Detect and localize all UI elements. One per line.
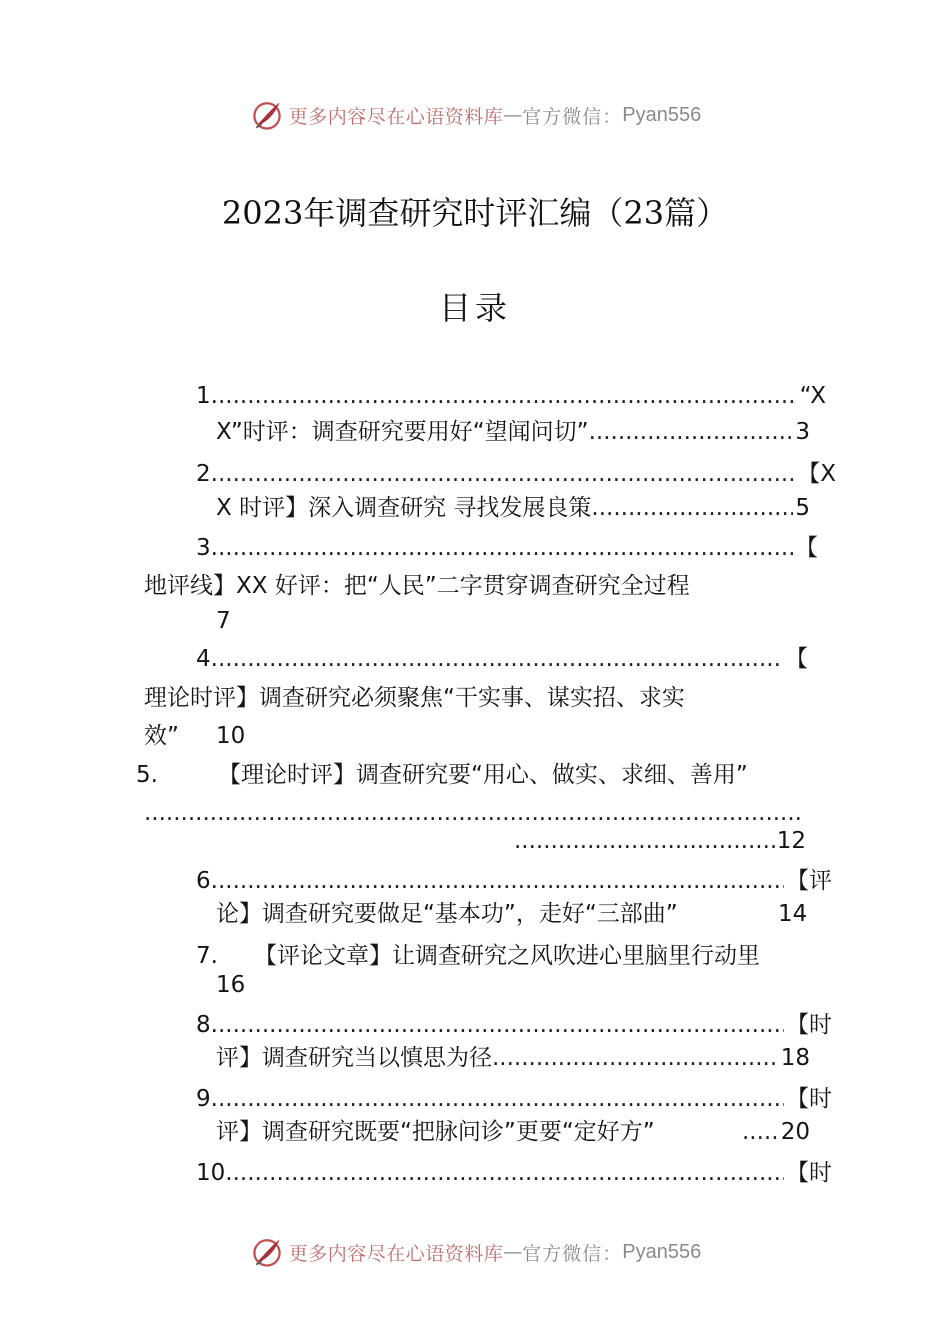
toc-entry-title[interactable]: 地评线】XX 好评：把“人民”二字贯穿调查研究全过程 [144, 573, 690, 599]
toc-leader-dots [218, 1010, 784, 1040]
document-title: 2023年调查研究时评汇编（23篇） [221, 194, 729, 232]
toc-entry-10[interactable] [196, 1158, 832, 1188]
toc-entry-number: 2. [196, 461, 218, 487]
toc-entry-title-cont: 效” [144, 723, 179, 749]
toc-entry-number: 5. [136, 762, 158, 788]
toc-leader-dots [218, 533, 793, 563]
toc-leader-dots [218, 1084, 784, 1114]
watermark-main-text: 更多内容尽在心语资料库 [288, 105, 504, 128]
toc-entry-number: 1. [196, 383, 218, 409]
toc-entry-title: X 时评】深入调查研究 寻找发展良策 [216, 495, 592, 521]
toc-entry-6[interactable] [196, 866, 832, 896]
watermark-header [0, 95, 950, 135]
toc-entry-page: 16 [216, 972, 246, 998]
toc-leader-dots [218, 459, 795, 489]
toc-entry-9[interactable] [196, 1084, 832, 1114]
toc-entry-3[interactable] [196, 533, 818, 563]
toc-entry-number: 3. [196, 535, 218, 561]
watermark-sub-text: 官方微信： [522, 1242, 623, 1265]
toc-entry-2[interactable] [196, 459, 836, 489]
toc-leader-dots [591, 493, 793, 523]
toc-entry-page: 3 [795, 419, 810, 445]
watermark-footer [0, 1232, 950, 1272]
toc-entry-title: 评】调查研究当以慎思为径 [216, 1045, 492, 1071]
watermark-wechat-id: Pyan556 [622, 103, 702, 126]
toc-entry-page: 7 [216, 608, 231, 634]
toc-leader-dots [144, 798, 804, 828]
toc-leader-dots [742, 1117, 779, 1147]
toc-entry-5-page-line [514, 826, 806, 856]
toc-entry-8[interactable] [196, 1010, 832, 1040]
toc-entry-page: 14 [778, 901, 808, 927]
toc-entry-number: 10. [196, 1160, 233, 1186]
toc-leader-dots [218, 866, 784, 896]
toc-entry-title: X”时评：调查研究要用好“望闻问切” [216, 419, 589, 445]
toc-entry-7-title[interactable]: 【评论文章】让调查研究之风吹进心里脑里行动里 [254, 943, 760, 969]
watermark-main-text: 更多内容尽在心语资料库 [288, 1242, 504, 1265]
quill-logo-icon [249, 1234, 285, 1270]
watermark-separator: — [503, 1241, 523, 1263]
toc-entry-4[interactable] [196, 644, 808, 674]
toc-entry-page: 12 [776, 828, 806, 854]
toc-entry-lead-text: 【时 [786, 1160, 832, 1186]
toc-entry-lead-text: 【时 [786, 1012, 832, 1038]
toc-entry-2-title-line[interactable] [216, 493, 810, 523]
toc-entry-page: 5 [795, 495, 810, 521]
toc-entry-page: 10 [216, 723, 246, 749]
toc-entry-8-title-line[interactable] [216, 1043, 810, 1073]
toc-entry-title[interactable]: 论】调查研究要做足“基本功”，走好“三部曲” [216, 901, 678, 927]
toc-entry-page: 18 [780, 1045, 810, 1071]
toc-entry-1[interactable] [196, 381, 826, 411]
toc-entry-9-page [742, 1117, 810, 1147]
toc-heading: 目录 [438, 289, 511, 327]
toc-entry-5-title[interactable]: 【理论时评】调查研究要“用心、做实、求细、善用” [218, 762, 748, 788]
watermark-wechat-id: Pyan556 [622, 1240, 702, 1263]
toc-entry-lead-text: 【评 [786, 868, 832, 894]
toc-entry-1-title-line[interactable] [216, 417, 810, 447]
toc-entry-number: 6. [196, 868, 218, 894]
toc-entry-lead-text: 【X [797, 461, 836, 487]
toc-leader-dots [492, 1043, 779, 1073]
toc-leader-dots [218, 381, 798, 411]
toc-entry-lead-text: 【时 [786, 1086, 832, 1112]
watermark-sub-text: 官方微信： [522, 105, 623, 128]
toc-entry-number: 9. [196, 1086, 218, 1112]
toc-entry-number: 8. [196, 1012, 218, 1038]
quill-logo-icon [249, 97, 285, 133]
toc-entry-number: 4. [196, 646, 218, 672]
toc-leader-dots [233, 1158, 784, 1188]
toc-leader-dots [218, 644, 783, 674]
toc-entry-lead-text: 【 [785, 646, 808, 672]
toc-entry-title[interactable]: 评】调查研究既要“把脉问诊”更要“定好方” [216, 1119, 655, 1145]
toc-leader-line [144, 798, 804, 828]
toc-leader-dots [514, 826, 775, 856]
toc-entry-page: 20 [780, 1119, 810, 1145]
toc-leader-dots [589, 417, 794, 447]
toc-entry-title[interactable]: 理论时评】调查研究必须聚焦“干实事、谋实招、求实 [144, 685, 685, 711]
toc-entry-number: 7. [196, 943, 218, 969]
toc-entry-lead-text: “X [799, 383, 826, 409]
toc-entry-lead-text: 【 [795, 535, 818, 561]
watermark-separator: — [503, 104, 523, 126]
